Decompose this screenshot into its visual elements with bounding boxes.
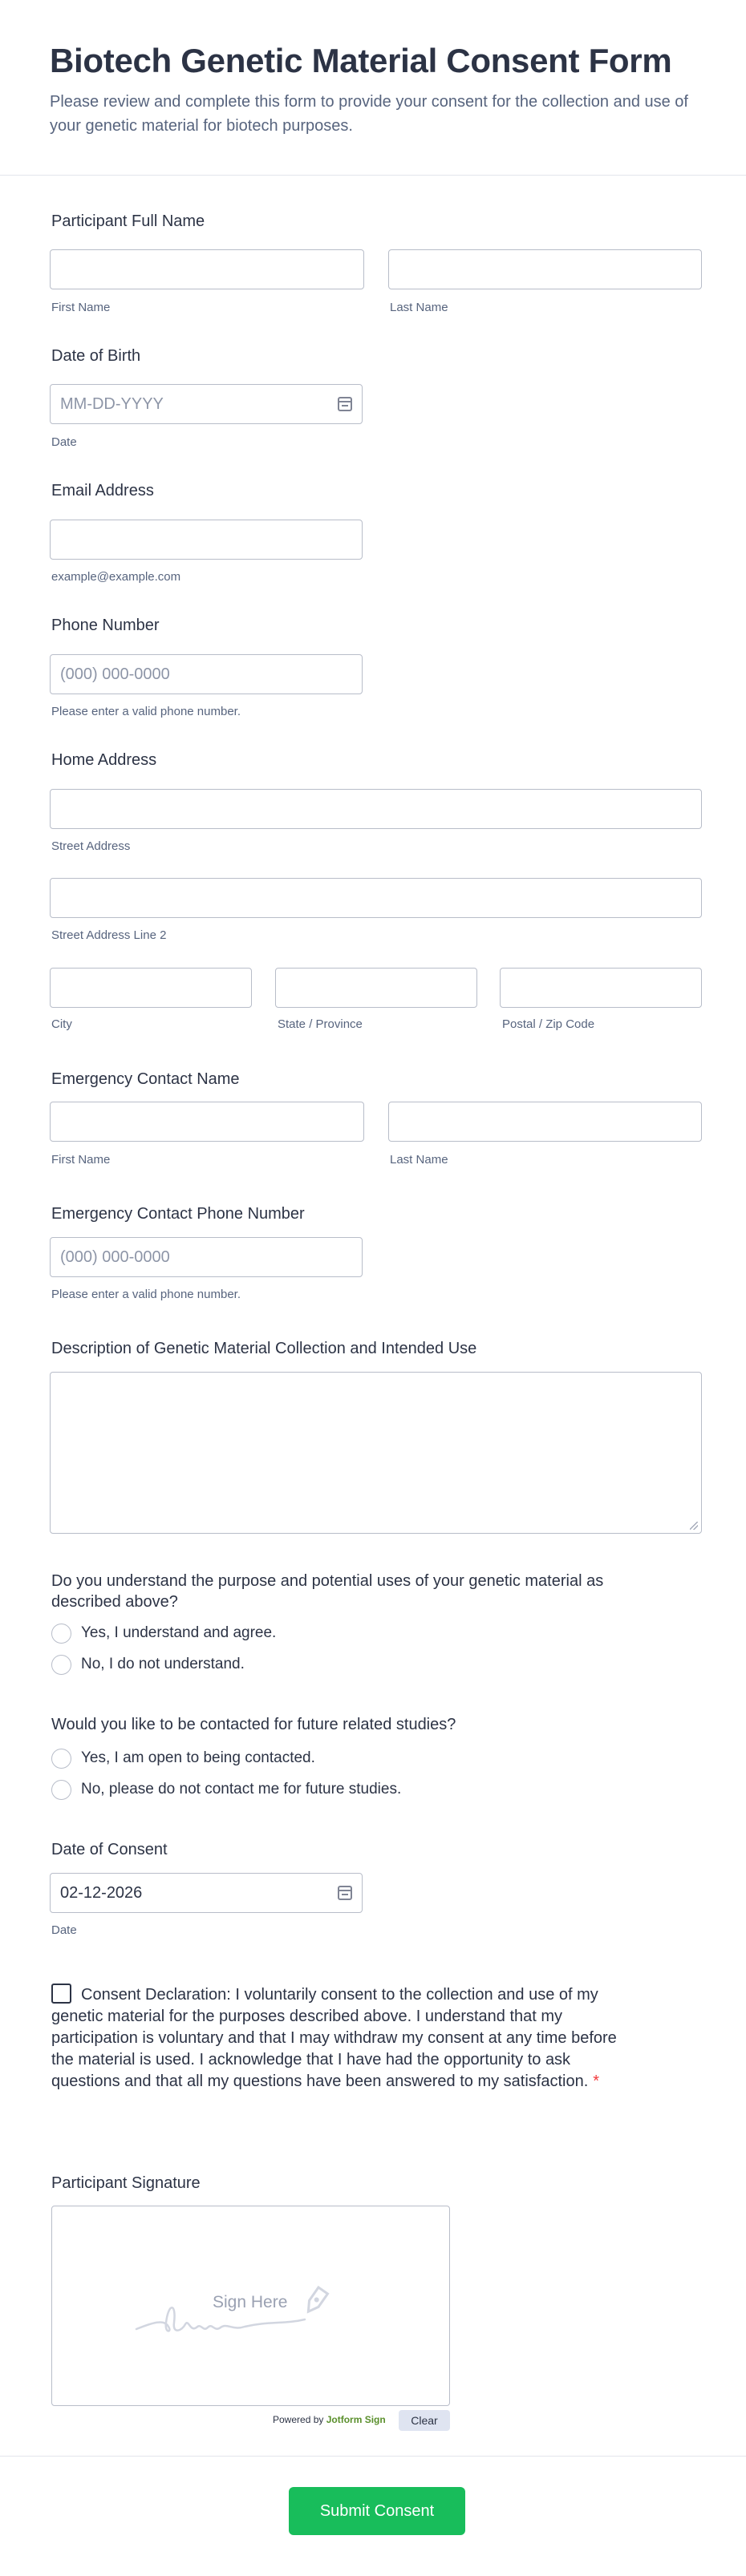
dob-label: Date of Birth bbox=[51, 347, 141, 365]
city-input[interactable] bbox=[50, 968, 252, 1008]
participant-first-name-input[interactable] bbox=[50, 249, 364, 289]
calendar-icon[interactable] bbox=[338, 397, 352, 411]
emergency-last-name-sublabel: Last Name bbox=[390, 1153, 448, 1167]
jotform-sign-brand[interactable]: Jotform Sign bbox=[326, 2414, 386, 2425]
dob-sublabel: Date bbox=[51, 435, 77, 449]
resize-handle-icon[interactable] bbox=[690, 1522, 698, 1530]
participant-first-name-sublabel: First Name bbox=[51, 301, 111, 314]
radio-label: Yes, I am open to being contacted. bbox=[81, 1749, 315, 1766]
future-contact-option-yes[interactable] bbox=[51, 1748, 315, 1769]
signature-scribble-icon bbox=[132, 2283, 373, 2339]
form-description: Please review and complete this form to provide your consent for the collection and use of your genetic material for biotech purposes. bbox=[50, 93, 688, 135]
participant-name-label: Participant Full Name bbox=[51, 212, 205, 230]
phone-sublabel: Please enter a valid phone number. bbox=[51, 705, 241, 718]
emergency-phone-placeholder: (000) 000-0000 bbox=[60, 1248, 170, 1266]
future-contact-question-label: Would you like to be contacted for future related studies? bbox=[51, 1716, 456, 1733]
emergency-phone-sublabel: Please enter a valid phone number. bbox=[51, 1288, 241, 1301]
understand-question-label: Do you understand the purpose and potential uses of your genetic material as described above? bbox=[51, 1572, 604, 1611]
future-contact-option-no[interactable] bbox=[51, 1779, 401, 1800]
participant-last-name-input[interactable] bbox=[388, 249, 702, 289]
city-sublabel: City bbox=[51, 1017, 72, 1031]
required-asterisk: * bbox=[593, 2073, 600, 2090]
state-sublabel: State / Province bbox=[278, 1017, 363, 1031]
email-input[interactable] bbox=[50, 520, 363, 560]
zip-input[interactable] bbox=[500, 968, 702, 1008]
description-label: Description of Genetic Material Collection and Intended Use bbox=[51, 1340, 477, 1357]
powered-by-text bbox=[273, 2413, 386, 2426]
consent-date-input[interactable] bbox=[50, 1873, 363, 1913]
form-header bbox=[0, 0, 746, 176]
emergency-first-name-sublabel: First Name bbox=[51, 1153, 111, 1167]
email-sublabel: example@example.com bbox=[51, 570, 181, 584]
understand-option-no[interactable] bbox=[51, 1654, 245, 1675]
phone-placeholder: (000) 000-0000 bbox=[60, 665, 170, 683]
address-label: Home Address bbox=[51, 751, 157, 769]
pen-icon bbox=[304, 2287, 328, 2315]
radio-button[interactable] bbox=[51, 1780, 71, 1800]
phone-input[interactable] bbox=[50, 654, 363, 694]
state-input[interactable] bbox=[275, 968, 477, 1008]
sign-here-placeholder: Sign Here bbox=[213, 2293, 288, 2311]
emergency-phone-label: Emergency Contact Phone Number bbox=[51, 1205, 305, 1223]
street-address-sublabel: Street Address bbox=[51, 839, 131, 853]
signature-pad[interactable] bbox=[51, 2206, 450, 2406]
consent-date-value: 02-12-2026 bbox=[60, 1884, 143, 1902]
radio-label: No, I do not understand. bbox=[81, 1656, 245, 1672]
emergency-name-label: Emergency Contact Name bbox=[51, 1070, 240, 1088]
understand-option-yes[interactable] bbox=[51, 1623, 276, 1644]
radio-button[interactable] bbox=[51, 1655, 71, 1675]
phone-label: Phone Number bbox=[51, 617, 160, 634]
radio-label: No, please do not contact me for future studies. bbox=[81, 1781, 402, 1798]
radio-button[interactable] bbox=[51, 1749, 71, 1769]
consent-date-sublabel: Date bbox=[51, 1923, 77, 1937]
consent-declaration bbox=[51, 1984, 637, 2093]
street-address-line2-input[interactable] bbox=[50, 878, 702, 918]
calendar-icon[interactable] bbox=[338, 1886, 352, 1900]
consent-declaration-text: Consent Declaration: I voluntarily consent to the collection and use of my genetic material for the purposes described above. I understand that my participation is voluntary and that I may withdraw my consent at any time before the material is used. I acknowledge that I have had the opportunity to ask questions and that all my questions have been answered to my satisfaction. bbox=[51, 1986, 617, 2090]
email-label: Email Address bbox=[51, 482, 154, 499]
radio-button[interactable] bbox=[51, 1624, 71, 1644]
consent-checkbox[interactable] bbox=[51, 1984, 71, 2004]
emergency-phone-input[interactable] bbox=[50, 1237, 363, 1277]
powered-by-label: Powered by bbox=[273, 2414, 324, 2425]
footer-divider bbox=[0, 2456, 746, 2457]
radio-label: Yes, I understand and agree. bbox=[81, 1624, 277, 1641]
emergency-first-name-input[interactable] bbox=[50, 1102, 364, 1142]
consent-date-label: Date of Consent bbox=[51, 1841, 168, 1858]
dob-input[interactable] bbox=[50, 384, 363, 424]
submit-button[interactable]: Submit Consent bbox=[289, 2487, 465, 2535]
signature-label: Participant Signature bbox=[51, 2174, 201, 2192]
participant-last-name-sublabel: Last Name bbox=[390, 301, 448, 314]
street-address-input[interactable] bbox=[50, 789, 702, 829]
clear-signature-button[interactable]: Clear bbox=[399, 2410, 450, 2431]
zip-sublabel: Postal / Zip Code bbox=[502, 1017, 595, 1031]
form-title: Biotech Genetic Material Consent Form bbox=[50, 42, 672, 79]
dob-placeholder: MM-DD-YYYY bbox=[60, 395, 164, 413]
street-address-line2-sublabel: Street Address Line 2 bbox=[51, 928, 167, 942]
emergency-last-name-input[interactable] bbox=[388, 1102, 702, 1142]
description-textarea[interactable] bbox=[50, 1372, 702, 1534]
